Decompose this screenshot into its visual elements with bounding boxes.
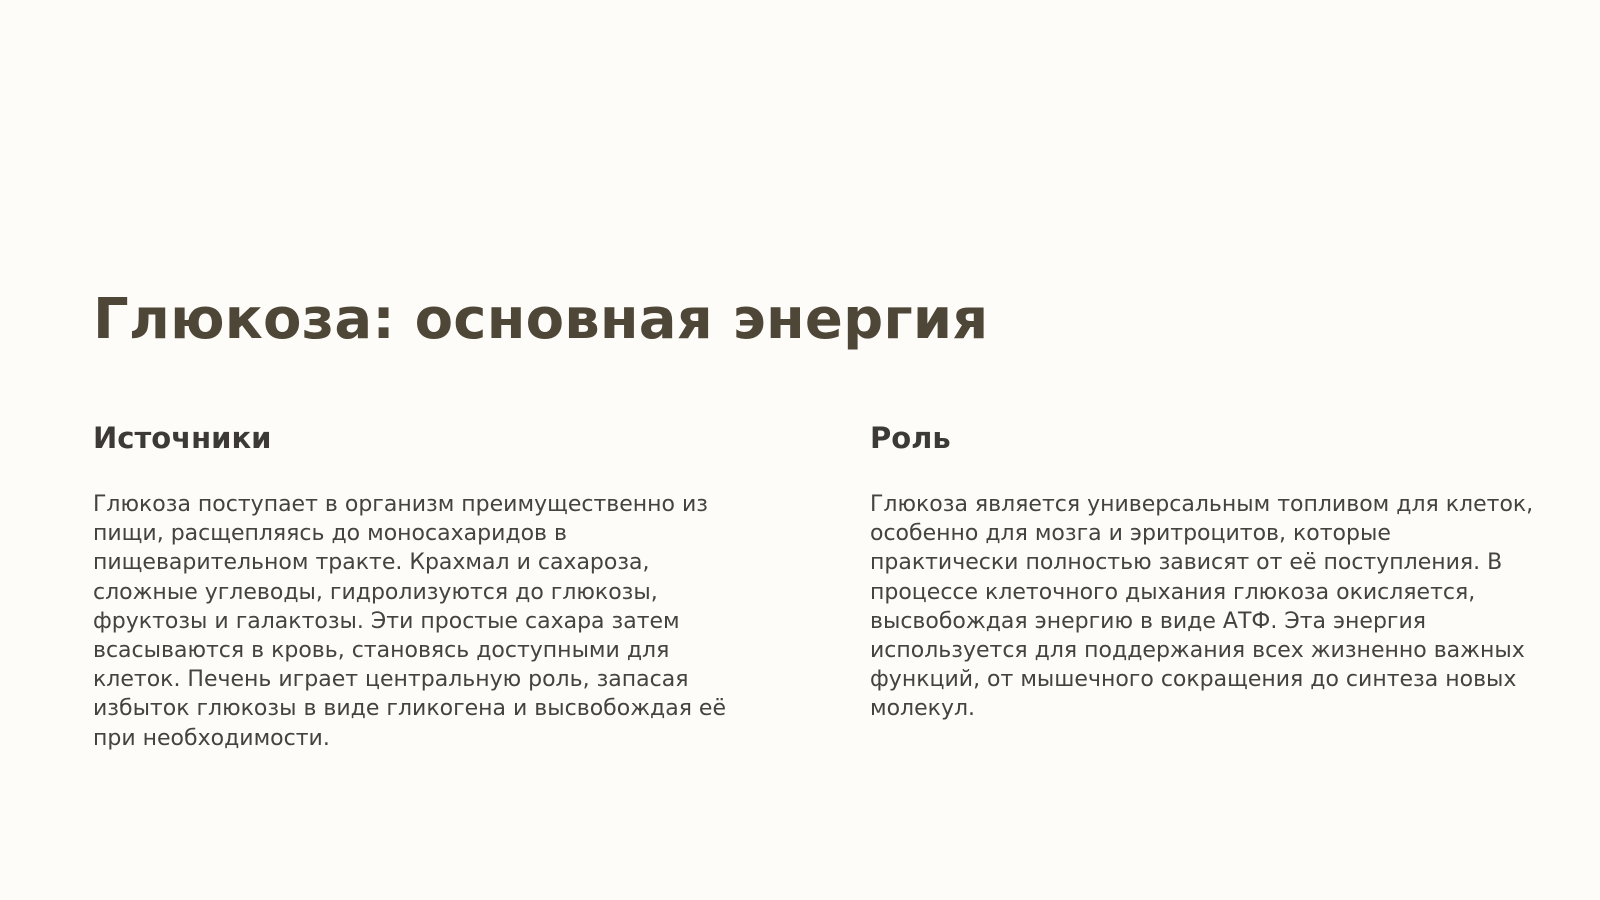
sources-heading: Источники: [93, 421, 272, 455]
text-line: клеток. Печень играет центральную роль, запасая: [93, 667, 689, 693]
text-line: при необходимости.: [93, 725, 330, 751]
text-line: функций, от мышечного сокращения до синтеза новых: [870, 667, 1517, 693]
role-text: [870, 490, 1533, 724]
sources-column: [93, 418, 773, 751]
text-line: пищи, расщепляясь до моносахаридов в: [93, 521, 567, 547]
text-line: фруктозы и галактозы. Эти простые сахара затем: [93, 608, 680, 634]
text-line: высвобождая энергию в виде АТФ. Эта энергия: [870, 608, 1427, 634]
text-line: практически полностью зависят от её поступления. В: [870, 550, 1503, 576]
text-line: всасываются в кровь, становясь доступными для: [93, 638, 670, 664]
text-line: Глюкоза является универсальным топливом для клеток,: [870, 492, 1534, 517]
role-heading: Роль: [870, 421, 951, 455]
sources-text: [93, 490, 726, 753]
text-line: особенно для мозга и эритроцитов, которые: [870, 521, 1391, 547]
text-line: используется для поддержания всех жизненно важных: [870, 638, 1525, 664]
role-column: [870, 418, 1560, 722]
text-line: Глюкоза поступает в организм преимущественно из: [93, 492, 708, 517]
text-line: пищеварительном тракте. Крахмал и сахароза,: [93, 550, 650, 576]
text-line: избыток глюкозы в виде гликогена и высвобождая её: [93, 696, 727, 722]
slide-title: Глюкоза: основная энергия: [93, 287, 989, 352]
text-line: сложные углеводы, гидролизуются до глюкозы,: [93, 579, 658, 605]
text-line: молекул.: [870, 696, 976, 722]
text-line: процессе клеточного дыхания глюкоза окисляется,: [870, 579, 1476, 605]
